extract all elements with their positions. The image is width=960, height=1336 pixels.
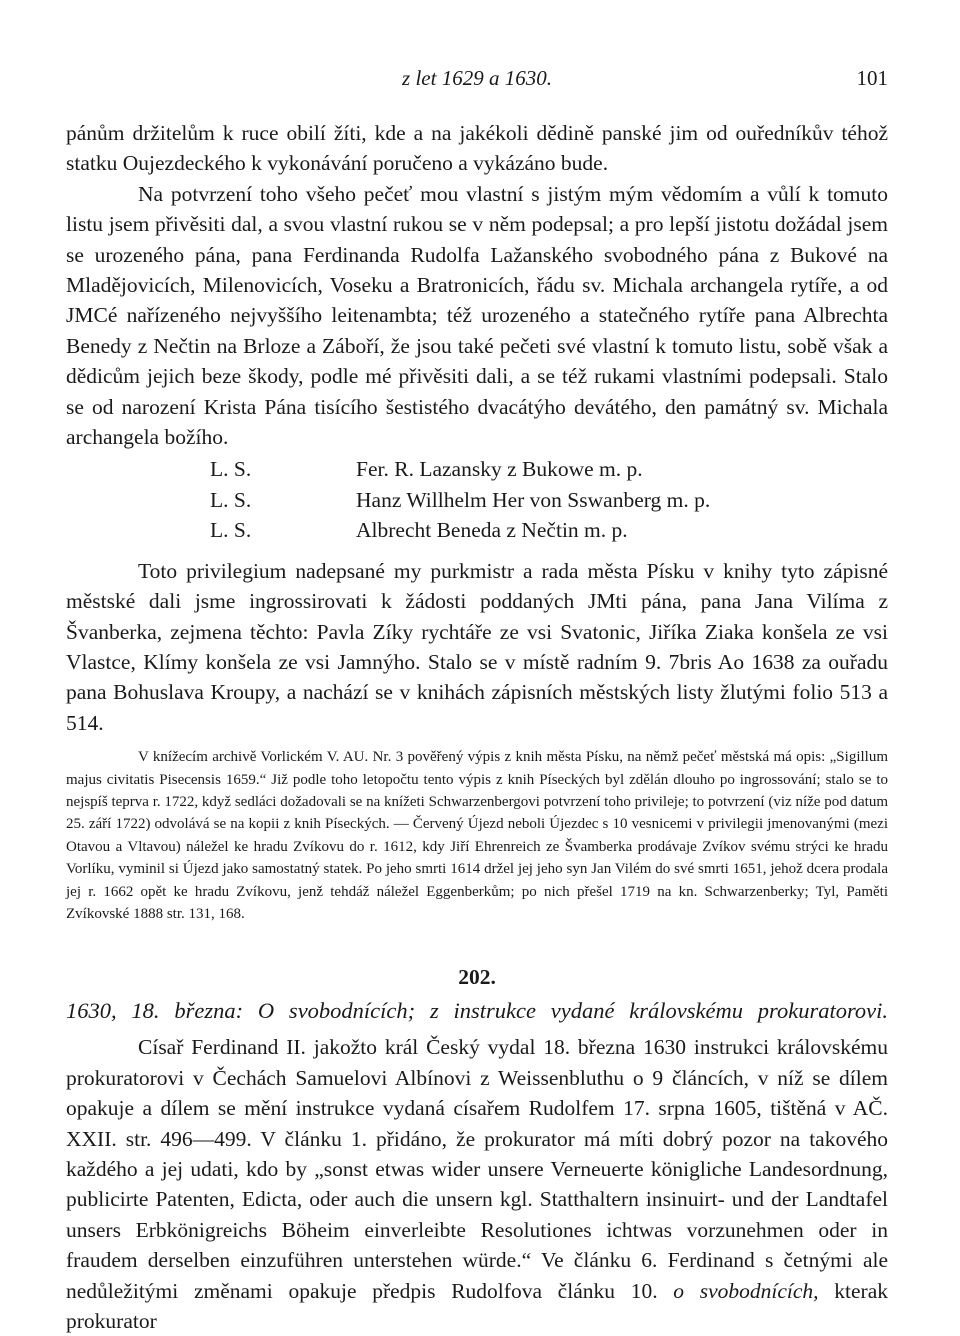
section-title: 1630, 18. března: O svobodnících; z instrukce vydané královskému prokuratorovi. — [66, 998, 888, 1024]
signature-name: Fer. R. Lazansky z Bukowe m. p. — [356, 457, 643, 482]
paragraph-instruction-end: kterak prokurator — [66, 1278, 888, 1334]
signature-row — [66, 515, 888, 545]
signature-block — [66, 454, 888, 545]
seal-mark: L. S. — [210, 457, 252, 482]
italic-term: o svobodnících, — [673, 1278, 819, 1303]
section-number: 202. — [458, 965, 496, 990]
page-number: 101 — [856, 66, 888, 90]
signature-name: Hanz Willhelm Her von Sswanberg m. p. — [356, 487, 711, 512]
paragraph-continuation: pánům držitelům k ruce obilí žíti, kde a na jakékoli dědině panské jim od ouředníkův téhož statku Oujezdeckého k vykonávání poručeno a vykázáno bude. — [66, 121, 888, 176]
paragraph-sealing-clause: Na potvrzení toho všeho pečeť mou vlastní s jistým mým vědomím a vůlí k tomuto listu jsem přivěsiti dal, a svou vlastní rukou se v něm podepsal; a pro lepší jistotu dožádal jsem se urozeného pána, pana Ferdinanda Rudolfa Lažanského svobodného pána z Bukové na Mladějovicích, Milenovicích, Voseku a Bratronicích, řádu sv. Michala archangela rytíře, a od JMCé nařízeného nejvyššího leitenambta; též urozeného a statečného rytíře pana Albrechta Benedy z Nečtin na Brloze a Záboří, že jsou také pečeti své vlastní k tomuto listu, sobě však a dědicům jejich beze škody, podle mé přivěsiti dali, a se též rukami vlastními podepsali. Stalo se od narození Krista Pána tisícího šestistého dvacátýho devátého, den památný sv. Michala archangela božího. — [66, 181, 888, 450]
signature-name: Albrecht Beneda z Nečtin m. p. — [356, 518, 628, 543]
signature-row — [66, 454, 888, 484]
paragraph-instruction-text: Císař Ferdinand II. jakožto král Český vydal 18. března 1630 instrukci královskému prokuratorovi v Čechách Samuelovi Albínovi z Weissenbluthu o 9 článcích, v níž se dílem opakuje a dílem se mění instrukce vydaná císařem Rudolfem 17. srpna 1605, tištěná v AČ. XXII. str. 496—499. V článku 1. přidáno, že prokurator má míti dobrý pozor na takového každého a jej udati, kdo by „sonst etwas wider unsere Verneuerte königliche Landesordnung, publicirte Patenten, Edicta, oder auch die unsern kgl. Statthaltern insinuirt- und der Landtafel unsers Erbkönigreichs Böheim einverleibte Resolutiones ichtwas vorzunehmen oder in fraudem derselben einzuführen unterstehen würde.“ Ve článku 6. Ferdinand s četnými ale nedůležitými změnami opakuje předpis Rudolfova článku 10. — [66, 1035, 888, 1303]
paragraph-instruction — [66, 1032, 888, 1336]
paragraph-registration: Toto privilegium nadepsané my purkmistr a rada města Písku v knihy tyto zápisné městské dali jsme ingrossirovati k žádosti poddaných JMti pána, pana Jana Vilíma z Švanberka, zejmena těchto: Pavla Zíky rychtáře ze vsi Svatonic, Jiříka Ziaka konšela ze vsi Vlastce, Klímy konšela ze vsi Jamnýho. Stalo se v místě radním 9. 7bris Ao 1638 za ouřadu pana Bohuslava Kroupy, a nachází se v knihách zápisních městských listy žlutými folio 513 a 514. — [66, 558, 888, 735]
running-head: z let 1629 a 1630. — [402, 66, 552, 90]
page-header — [66, 66, 888, 102]
footnote-archival-note: V knížecím archivě Vorlickém V. AU. Nr. 3 pověřený výpis z knih města Písku, na němž pečeť městská má opis: „Sigillum majus civitatis Pisecensis 1659.“ Již podle toho letopočtu tento výpis z knih Píseckých byl zdělán dlouho po ingrossování; stalo se to nejspíš teprva r. 1722, když sedláci dožadovali se na knížeti Schwarzenbergovi potvrzení toho privileje; to potvrzení (viz níže pod datum 25. září 1722) odvolává se na kopii z knih Píseckých. — Červený Újezd neboli Újezdec s 10 vesnicemi v privilegii jmenovanými (mezi Otavou a Vltavou) náležel ke hradu Zvíkovu do r. 1612, kdy Jiří Ehrenreich ze Švamberka prodávaje Zvíkov svému strýci ke hradu Vorlíku, vyminil si Újezd jako samostatný statek. Po jeho smrti 1614 držel jej jeho syn Jan Vilém do své smrti 1651, jehož dcera prodala jej r. 1662 opět ke hradu Zvíkovu, jenž tehdáž náležel Eggenberkům; po nich přešel 1719 na kn. Schwarzenberky; Tyl, Paměti Zvíkovské 1888 str. 131, 168. — [66, 749, 888, 922]
seal-mark: L. S. — [210, 487, 252, 512]
signature-row — [66, 485, 888, 515]
page-body — [66, 118, 888, 1336]
seal-mark: L. S. — [210, 518, 252, 543]
